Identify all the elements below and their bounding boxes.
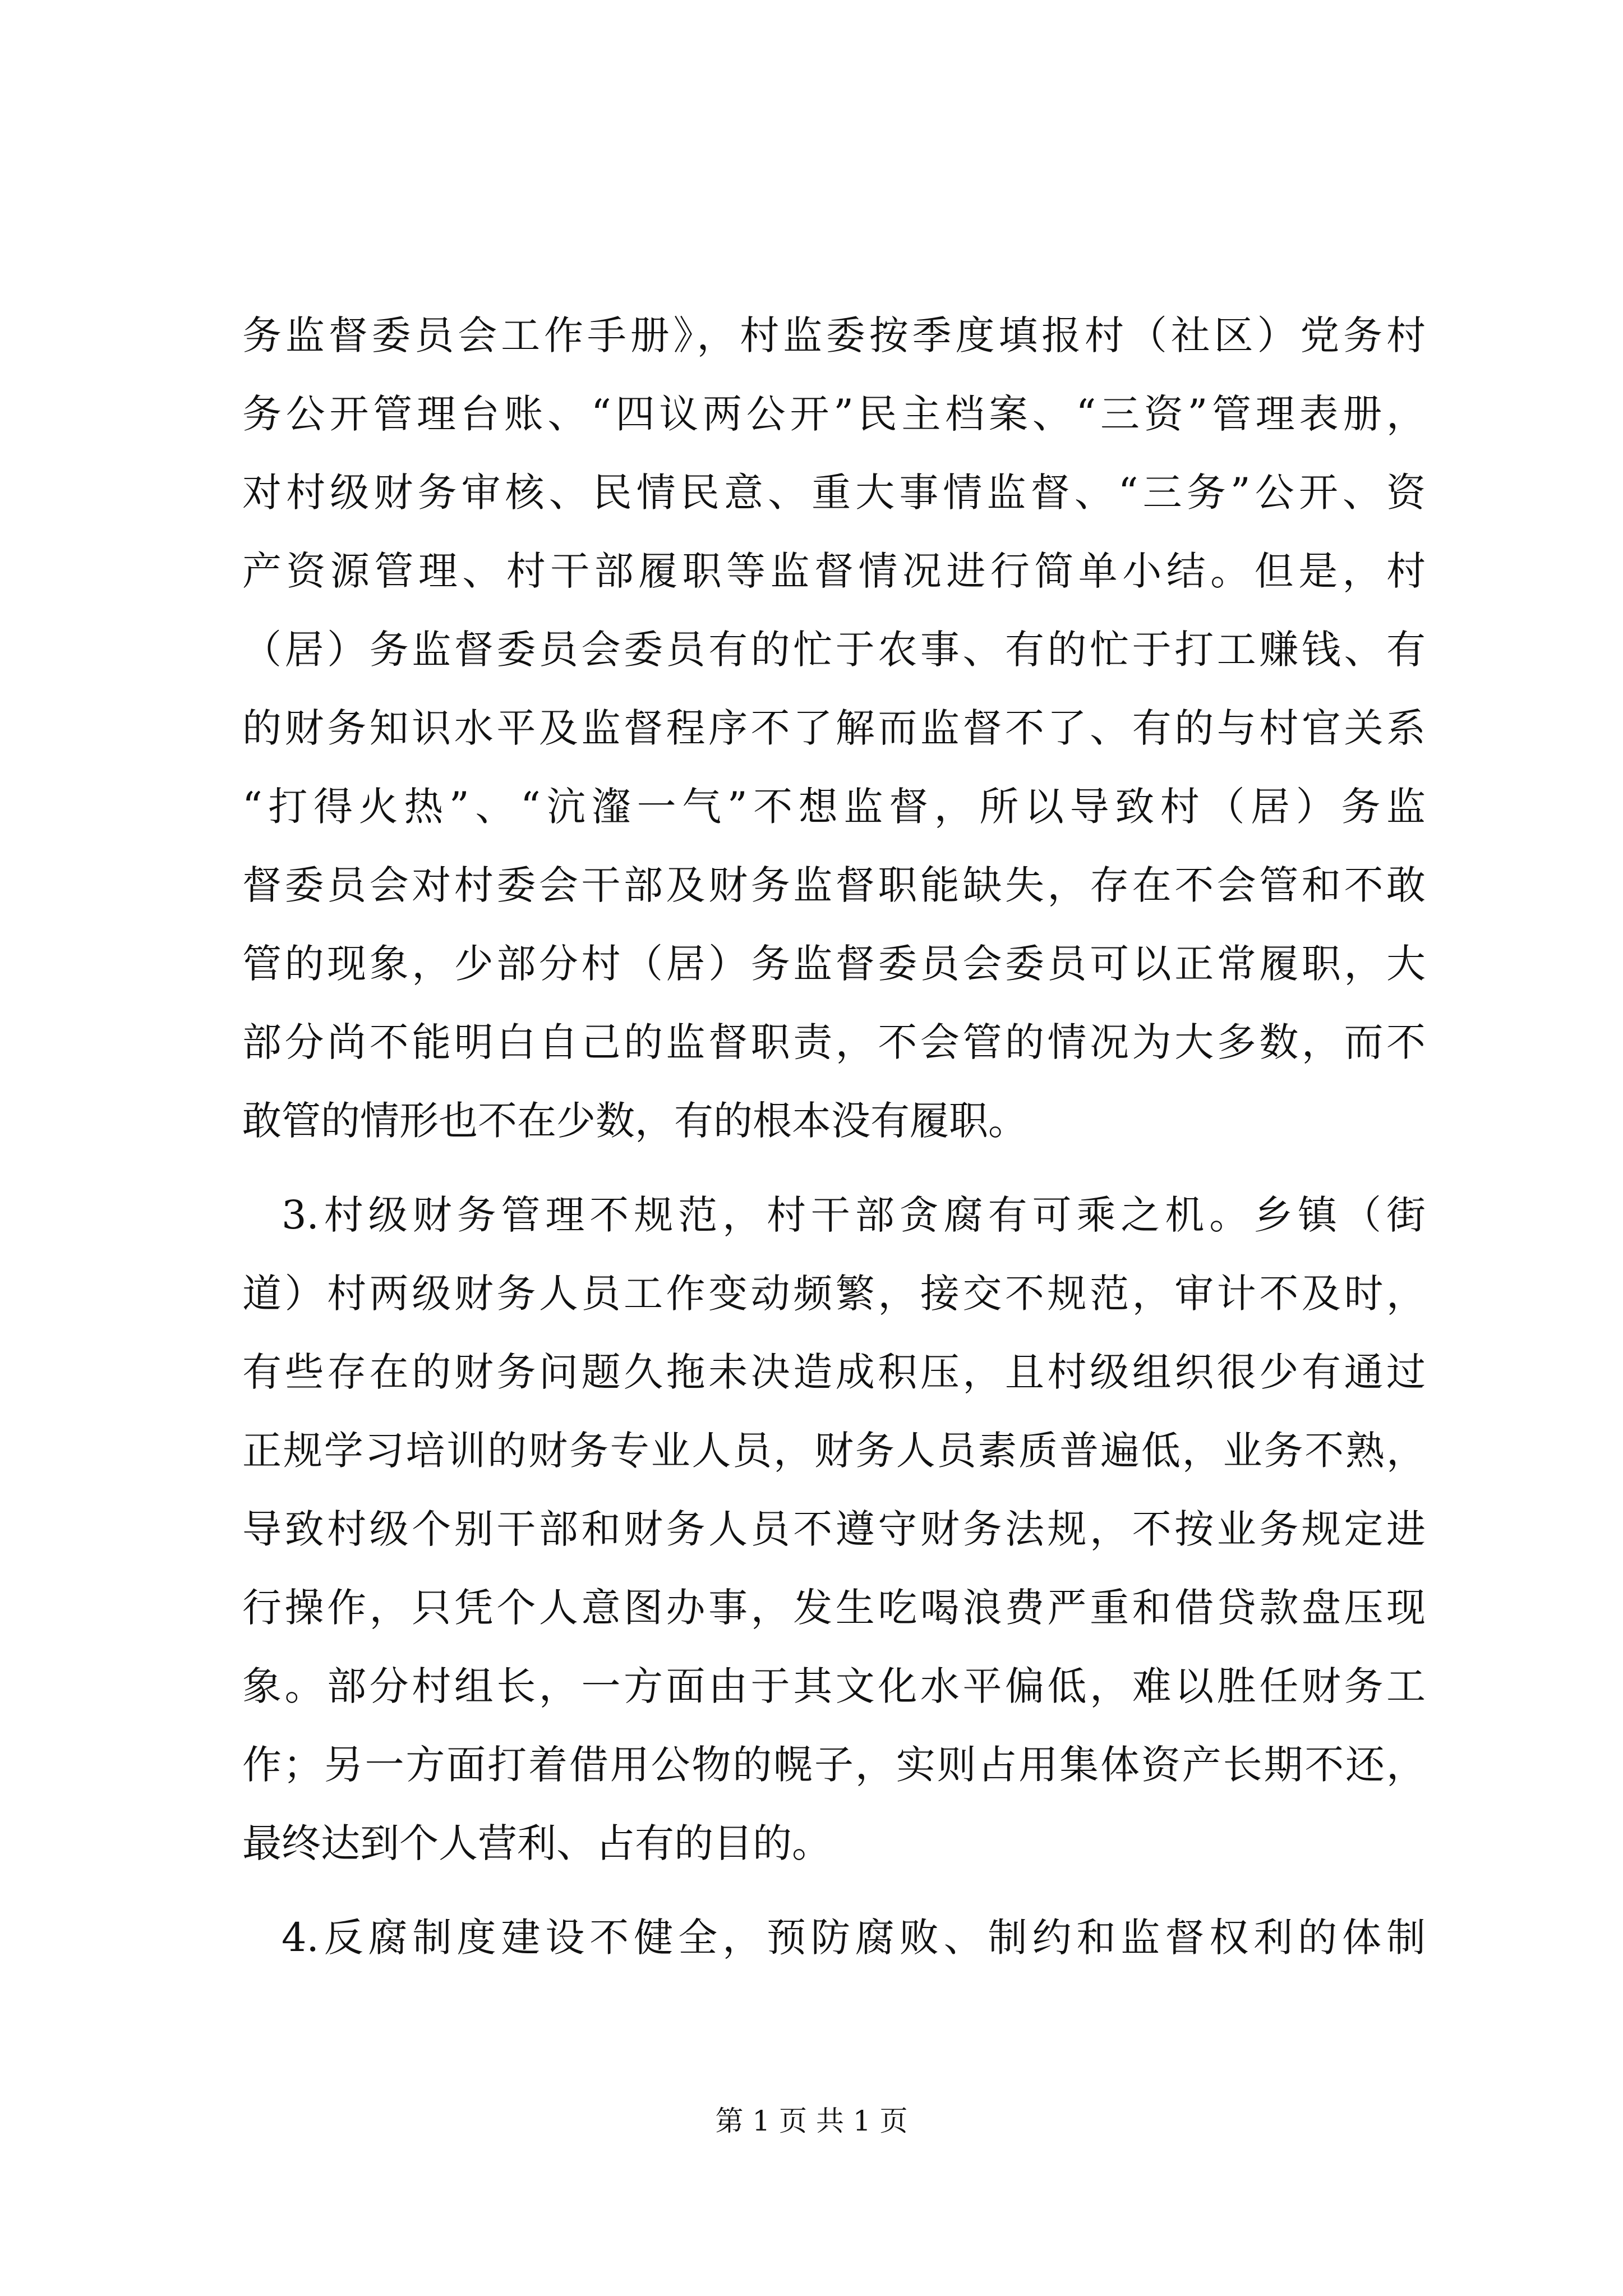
- text-line: 行操作，只凭个人意图办事，发生吃喝浪费严重和借贷款盘压现: [242, 1585, 1426, 1631]
- text-line: 3.村级财务管理不规范，村干部贪腐有可乘之机。乡镇（街: [282, 1192, 1426, 1238]
- text-line: 有些存在的财务问题久拖未决造成积压，且村级组织很少有通过: [242, 1349, 1426, 1395]
- text-line: 的财务知识水平及监督程序不了解而监督不了、有的与村官关系: [242, 705, 1426, 751]
- text-line: 4.反腐制度建设不健全，预防腐败、制约和监督权利的体制: [282, 1915, 1426, 1961]
- text-line: 务公开管理台账、“四议两公开”民主档案、“三资”管理表册，: [242, 391, 1426, 437]
- text-line: 督委员会对村委会干部及财务监督职能缺失，存在不会管和不敢: [242, 862, 1426, 908]
- paragraph: [242, 1898, 1426, 1977]
- text-line: 部分尚不能明白自己的监督职责，不会管的情况为大多数，而不: [242, 1019, 1426, 1065]
- text-line: （居）务监督委员会委员有的忙于农事、有的忙于打工赚钱、有: [242, 627, 1426, 673]
- text-line: 最终达到个人营利、占有的目的。: [242, 1820, 831, 1866]
- page-footer: [0, 2101, 1623, 2141]
- paragraph-spacing: [242, 1883, 1426, 1898]
- paragraph-spacing: [242, 1160, 1426, 1176]
- text-line: “打得火热”、“沆瀣一气”不想监督，所以导致村（居）务监: [242, 784, 1426, 830]
- paragraph: [242, 1176, 1426, 1883]
- text-line: 象。部分村组长，一方面由于其文化水平偏低，难以胜任财务工: [242, 1663, 1426, 1709]
- text-line: 产资源管理、村干部履职等监督情况进行简单小结。但是，村: [242, 548, 1426, 594]
- document-body: [242, 296, 1426, 1977]
- text-line: 道）村两级财务人员工作变动频繁，接交不规范，审计不及时，: [242, 1271, 1426, 1317]
- text-line: 管的现象，少部分村（居）务监督委员会委员可以正常履职，大: [242, 941, 1426, 987]
- text-line: 导致村级个别干部和财务人员不遵守财务法规，不按业务规定进: [242, 1506, 1426, 1552]
- text-line: 正规学习培训的财务专业人员，财务人员素质普遍低，业务不熟，: [242, 1428, 1426, 1474]
- page-number-label: 第 1 页 共 1 页: [715, 2105, 908, 2137]
- paragraph: [242, 296, 1426, 1160]
- text-line: 对村级财务审核、民情民意、重大事情监督、“三务”公开、资: [242, 470, 1426, 516]
- text-line: 作；另一方面打着借用公物的幌子，实则占用集体资产长期不还，: [242, 1742, 1426, 1788]
- text-line: 敢管的情形也不在少数，有的根本没有履职。: [242, 1098, 1027, 1144]
- text-line: 务监督委员会工作手册》，村监委按季度填报村（社区）党务村: [242, 312, 1426, 358]
